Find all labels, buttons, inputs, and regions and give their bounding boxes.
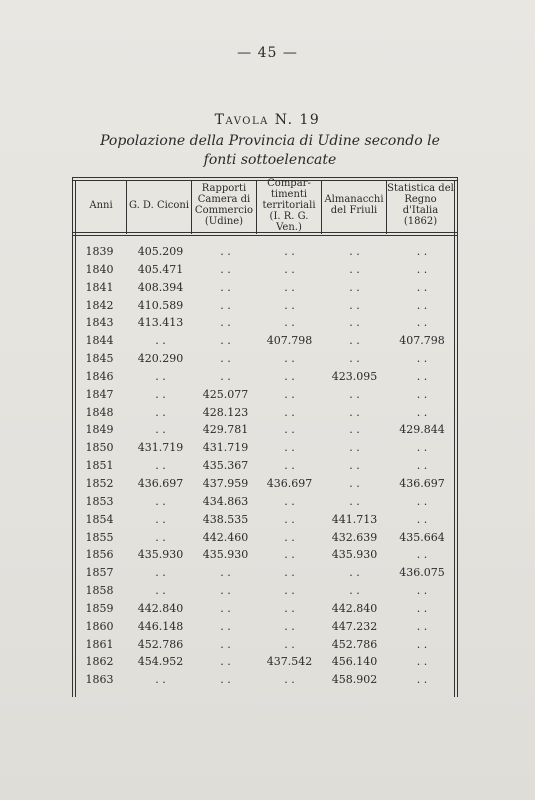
ciconi-cell: . . (155, 566, 166, 580)
almanacchi-cell: . . (349, 405, 360, 419)
camera-commercio-cell: 431.719 (202, 441, 249, 455)
year-cell: 1846 (85, 369, 114, 383)
table-row (72, 531, 457, 549)
table-row (72, 495, 457, 513)
table-row (72, 263, 457, 281)
year-cell: 1856 (85, 548, 114, 562)
page-number: — 45 — (237, 45, 298, 61)
camera-commercio-cell: . . (220, 298, 231, 312)
year-cell: 1863 (85, 673, 114, 687)
table-row (72, 602, 457, 620)
almanacchi-cell: . . (349, 298, 360, 312)
ciconi-cell: . . (155, 512, 166, 526)
table-row (72, 281, 457, 299)
ciconi-cell: 436.697 (137, 476, 184, 490)
table-row (72, 245, 457, 263)
ciconi-cell: 420.290 (137, 352, 184, 366)
statistica-cell: . . (416, 441, 428, 455)
compartimenti-cell: . . (284, 369, 295, 383)
year-cell: 1847 (85, 387, 114, 401)
compartimenti-cell: . . (284, 548, 295, 562)
ciconi-cell: 442.840 (137, 601, 184, 615)
statistica-cell: . . (416, 673, 428, 687)
compartimenti-cell: . . (284, 387, 295, 401)
year-cell: 1854 (85, 512, 114, 526)
year-cell: 1855 (85, 530, 114, 544)
almanacchi-cell: . . (349, 476, 360, 490)
almanacchi-cell: . . (349, 334, 360, 348)
year-cell: 1842 (85, 298, 114, 312)
ciconi-cell: . . (155, 387, 166, 401)
camera-commercio-cell: . . (220, 566, 231, 580)
compartimenti-cell: . . (284, 673, 295, 687)
camera-commercio-cell: 428.123 (202, 405, 249, 419)
table-subtitle: Popolazione della Provincia di Udine secondo le fonti sottoelencate (100, 133, 440, 168)
almanacchi-cell: . . (349, 494, 360, 508)
table-row (72, 638, 457, 656)
year-cell: 1844 (85, 334, 114, 348)
year-cell: 1841 (85, 280, 114, 294)
camera-commercio-cell: . . (220, 369, 231, 383)
ciconi-cell: . . (155, 334, 166, 348)
year-cell: 1849 (85, 423, 114, 437)
camera-commercio-cell: 434.863 (202, 494, 249, 508)
almanacchi-cell: . . (349, 441, 360, 455)
table-row (72, 406, 457, 424)
camera-commercio-cell: . . (220, 584, 231, 598)
statistica-cell: 407.798 (399, 334, 445, 348)
camera-commercio-cell: . . (220, 619, 231, 633)
year-cell: 1859 (85, 601, 114, 615)
table-title-text: Tavola N. 19 (214, 112, 321, 128)
compartimenti-cell: . . (284, 637, 295, 651)
table-row (72, 566, 457, 584)
almanacchi-cell: . . (349, 423, 360, 437)
almanacchi-cell: 458.902 (331, 673, 378, 687)
table-row (72, 477, 457, 495)
statistica-cell: . . (416, 619, 428, 633)
almanacchi-cell: 442.840 (331, 601, 378, 615)
year-cell: 1840 (85, 262, 114, 276)
compartimenti-cell: . . (284, 262, 295, 276)
statistica-cell: . . (416, 494, 428, 508)
camera-commercio-cell: . . (220, 245, 231, 258)
camera-commercio-cell: 437.959 (202, 476, 249, 490)
header-compartimenti: Compar-timenti territoriali (I. R. G. Ven.) (262, 177, 316, 233)
statistica-cell: . . (416, 280, 428, 294)
almanacchi-cell: . . (349, 245, 360, 258)
camera-commercio-cell: 435.930 (202, 548, 249, 562)
compartimenti-cell: . . (284, 601, 295, 615)
statistica-cell: . . (416, 459, 428, 473)
camera-commercio-cell: 442.460 (202, 530, 249, 544)
ciconi-cell: 452.786 (137, 637, 184, 651)
year-cell: 1851 (85, 459, 114, 473)
right-border (457, 177, 458, 697)
statistica-cell: 436.075 (399, 566, 445, 580)
almanacchi-cell: . . (349, 316, 360, 330)
statistica-cell: . . (416, 655, 428, 669)
year-cell: 1839 (85, 245, 114, 258)
compartimenti-cell: . . (284, 352, 295, 366)
ciconi-cell: 431.719 (137, 441, 184, 455)
compartimenti-cell: . . (284, 566, 295, 580)
header-rule-double (72, 235, 457, 236)
ciconi-cell: 410.589 (137, 298, 184, 312)
compartimenti-cell: . . (284, 459, 295, 473)
ciconi-cell: 408.394 (137, 280, 184, 294)
camera-commercio-cell: . . (220, 316, 231, 330)
table-row (72, 299, 457, 317)
statistica-cell: . . (416, 637, 428, 651)
statistica-cell: . . (416, 584, 428, 598)
ciconi-cell: 413.413 (137, 316, 184, 330)
almanacchi-cell: . . (349, 584, 360, 598)
year-cell: 1860 (85, 619, 114, 633)
year-cell: 1845 (85, 352, 114, 366)
statistica-cell: 436.697 (399, 476, 445, 490)
header-statistica: Statistica del Regno d'Italia (1862) (387, 183, 454, 227)
ciconi-cell: . . (155, 530, 166, 544)
statistica-cell: . . (416, 387, 428, 401)
year-cell: 1857 (85, 566, 114, 580)
compartimenti-cell: . . (284, 584, 295, 598)
compartimenti-cell: . . (284, 423, 295, 437)
camera-commercio-cell: 425.077 (202, 387, 249, 401)
ciconi-cell: . . (155, 369, 166, 383)
almanacchi-cell: 423.095 (331, 369, 378, 383)
statistica-cell: . . (416, 601, 428, 615)
table-row (72, 548, 457, 566)
almanacchi-cell: . . (349, 352, 360, 366)
ciconi-cell: . . (155, 584, 166, 598)
table-row (72, 620, 457, 638)
table-row (72, 459, 457, 477)
year-cell: 1852 (85, 476, 114, 490)
statistica-cell: . . (416, 262, 428, 276)
statistica-cell: . . (416, 352, 428, 366)
ciconi-cell: . . (155, 459, 166, 473)
compartimenti-cell: . . (284, 441, 295, 455)
ciconi-cell: 405.209 (137, 245, 184, 258)
camera-commercio-cell: 435.367 (202, 459, 249, 473)
header-anni: Anni (89, 199, 113, 211)
almanacchi-cell: . . (349, 280, 360, 294)
ciconi-cell: . . (155, 405, 166, 419)
ciconi-cell: . . (155, 423, 166, 437)
table-row (72, 513, 457, 531)
ciconi-cell: 446.148 (137, 619, 184, 633)
camera-commercio-cell: . . (220, 352, 231, 366)
statistica-cell: 435.664 (399, 530, 445, 544)
year-cell: 1850 (85, 441, 114, 455)
table-row (72, 388, 457, 406)
camera-commercio-cell: . . (220, 601, 231, 615)
compartimenti-cell: 437.542 (266, 655, 313, 669)
header-ciconi: G. D. Ciconi (128, 199, 190, 211)
year-cell: 1848 (85, 405, 114, 419)
ciconi-cell: 454.952 (137, 655, 184, 669)
statistica-cell: . . (416, 245, 428, 258)
table-row (72, 316, 457, 334)
almanacchi-cell: . . (349, 459, 360, 473)
header-camera-commercio: Rapporti Camera di Commercio (Udine) (194, 183, 254, 227)
camera-commercio-cell: . . (220, 262, 231, 276)
almanacchi-cell: 435.930 (331, 548, 378, 562)
table-title (0, 112, 535, 128)
table-body (72, 245, 457, 691)
header-almanacchi: Almanacchi del Friuli (324, 194, 384, 216)
table-row (72, 584, 457, 602)
almanacchi-cell: 447.232 (331, 619, 378, 633)
camera-commercio-cell: . . (220, 673, 231, 687)
year-cell: 1843 (85, 316, 114, 330)
almanacchi-cell: . . (349, 387, 360, 401)
year-cell: 1853 (85, 494, 114, 508)
table-row (72, 370, 457, 388)
table-row (72, 441, 457, 459)
statistica-cell: . . (416, 405, 428, 419)
camera-commercio-cell: . . (220, 334, 231, 348)
statistica-cell: . . (416, 316, 428, 330)
compartimenti-cell: 407.798 (266, 334, 313, 348)
camera-commercio-cell: 429.781 (202, 423, 249, 437)
table-row (72, 655, 457, 673)
almanacchi-cell: . . (349, 262, 360, 276)
table-row (72, 423, 457, 441)
compartimenti-cell: . . (284, 619, 295, 633)
statistica-cell: . . (416, 298, 428, 312)
ciconi-cell: . . (155, 673, 166, 687)
compartimenti-cell: . . (284, 494, 295, 508)
camera-commercio-cell: . . (220, 637, 231, 651)
year-cell: 1858 (85, 584, 114, 598)
camera-commercio-cell: . . (220, 655, 231, 669)
compartimenti-cell: . . (284, 280, 295, 294)
ciconi-cell: 435.930 (137, 548, 184, 562)
compartimenti-cell: . . (284, 530, 295, 544)
almanacchi-cell: 456.140 (331, 655, 378, 669)
statistica-cell: 429.844 (399, 423, 445, 437)
table-row (72, 673, 457, 691)
year-cell: 1861 (85, 637, 114, 651)
ciconi-cell: 405.471 (137, 262, 184, 276)
compartimenti-cell: . . (284, 245, 295, 258)
compartimenti-cell: . . (284, 512, 295, 526)
almanacchi-cell: 441.713 (331, 512, 378, 526)
camera-commercio-cell: . . (220, 280, 231, 294)
year-cell: 1862 (85, 655, 114, 669)
compartimenti-cell: . . (284, 316, 295, 330)
compartimenti-cell: 436.697 (266, 476, 313, 490)
ciconi-cell: . . (155, 494, 166, 508)
compartimenti-cell: . . (284, 298, 295, 312)
almanacchi-cell: 432.639 (331, 530, 378, 544)
camera-commercio-cell: 438.535 (202, 512, 249, 526)
almanacchi-cell: . . (349, 566, 360, 580)
table-row (72, 334, 457, 352)
table-row (72, 352, 457, 370)
statistica-cell: . . (416, 369, 428, 383)
statistica-cell: . . (416, 512, 428, 526)
almanacchi-cell: 452.786 (331, 637, 378, 651)
compartimenti-cell: . . (284, 405, 295, 419)
statistica-cell: . . (416, 548, 428, 562)
